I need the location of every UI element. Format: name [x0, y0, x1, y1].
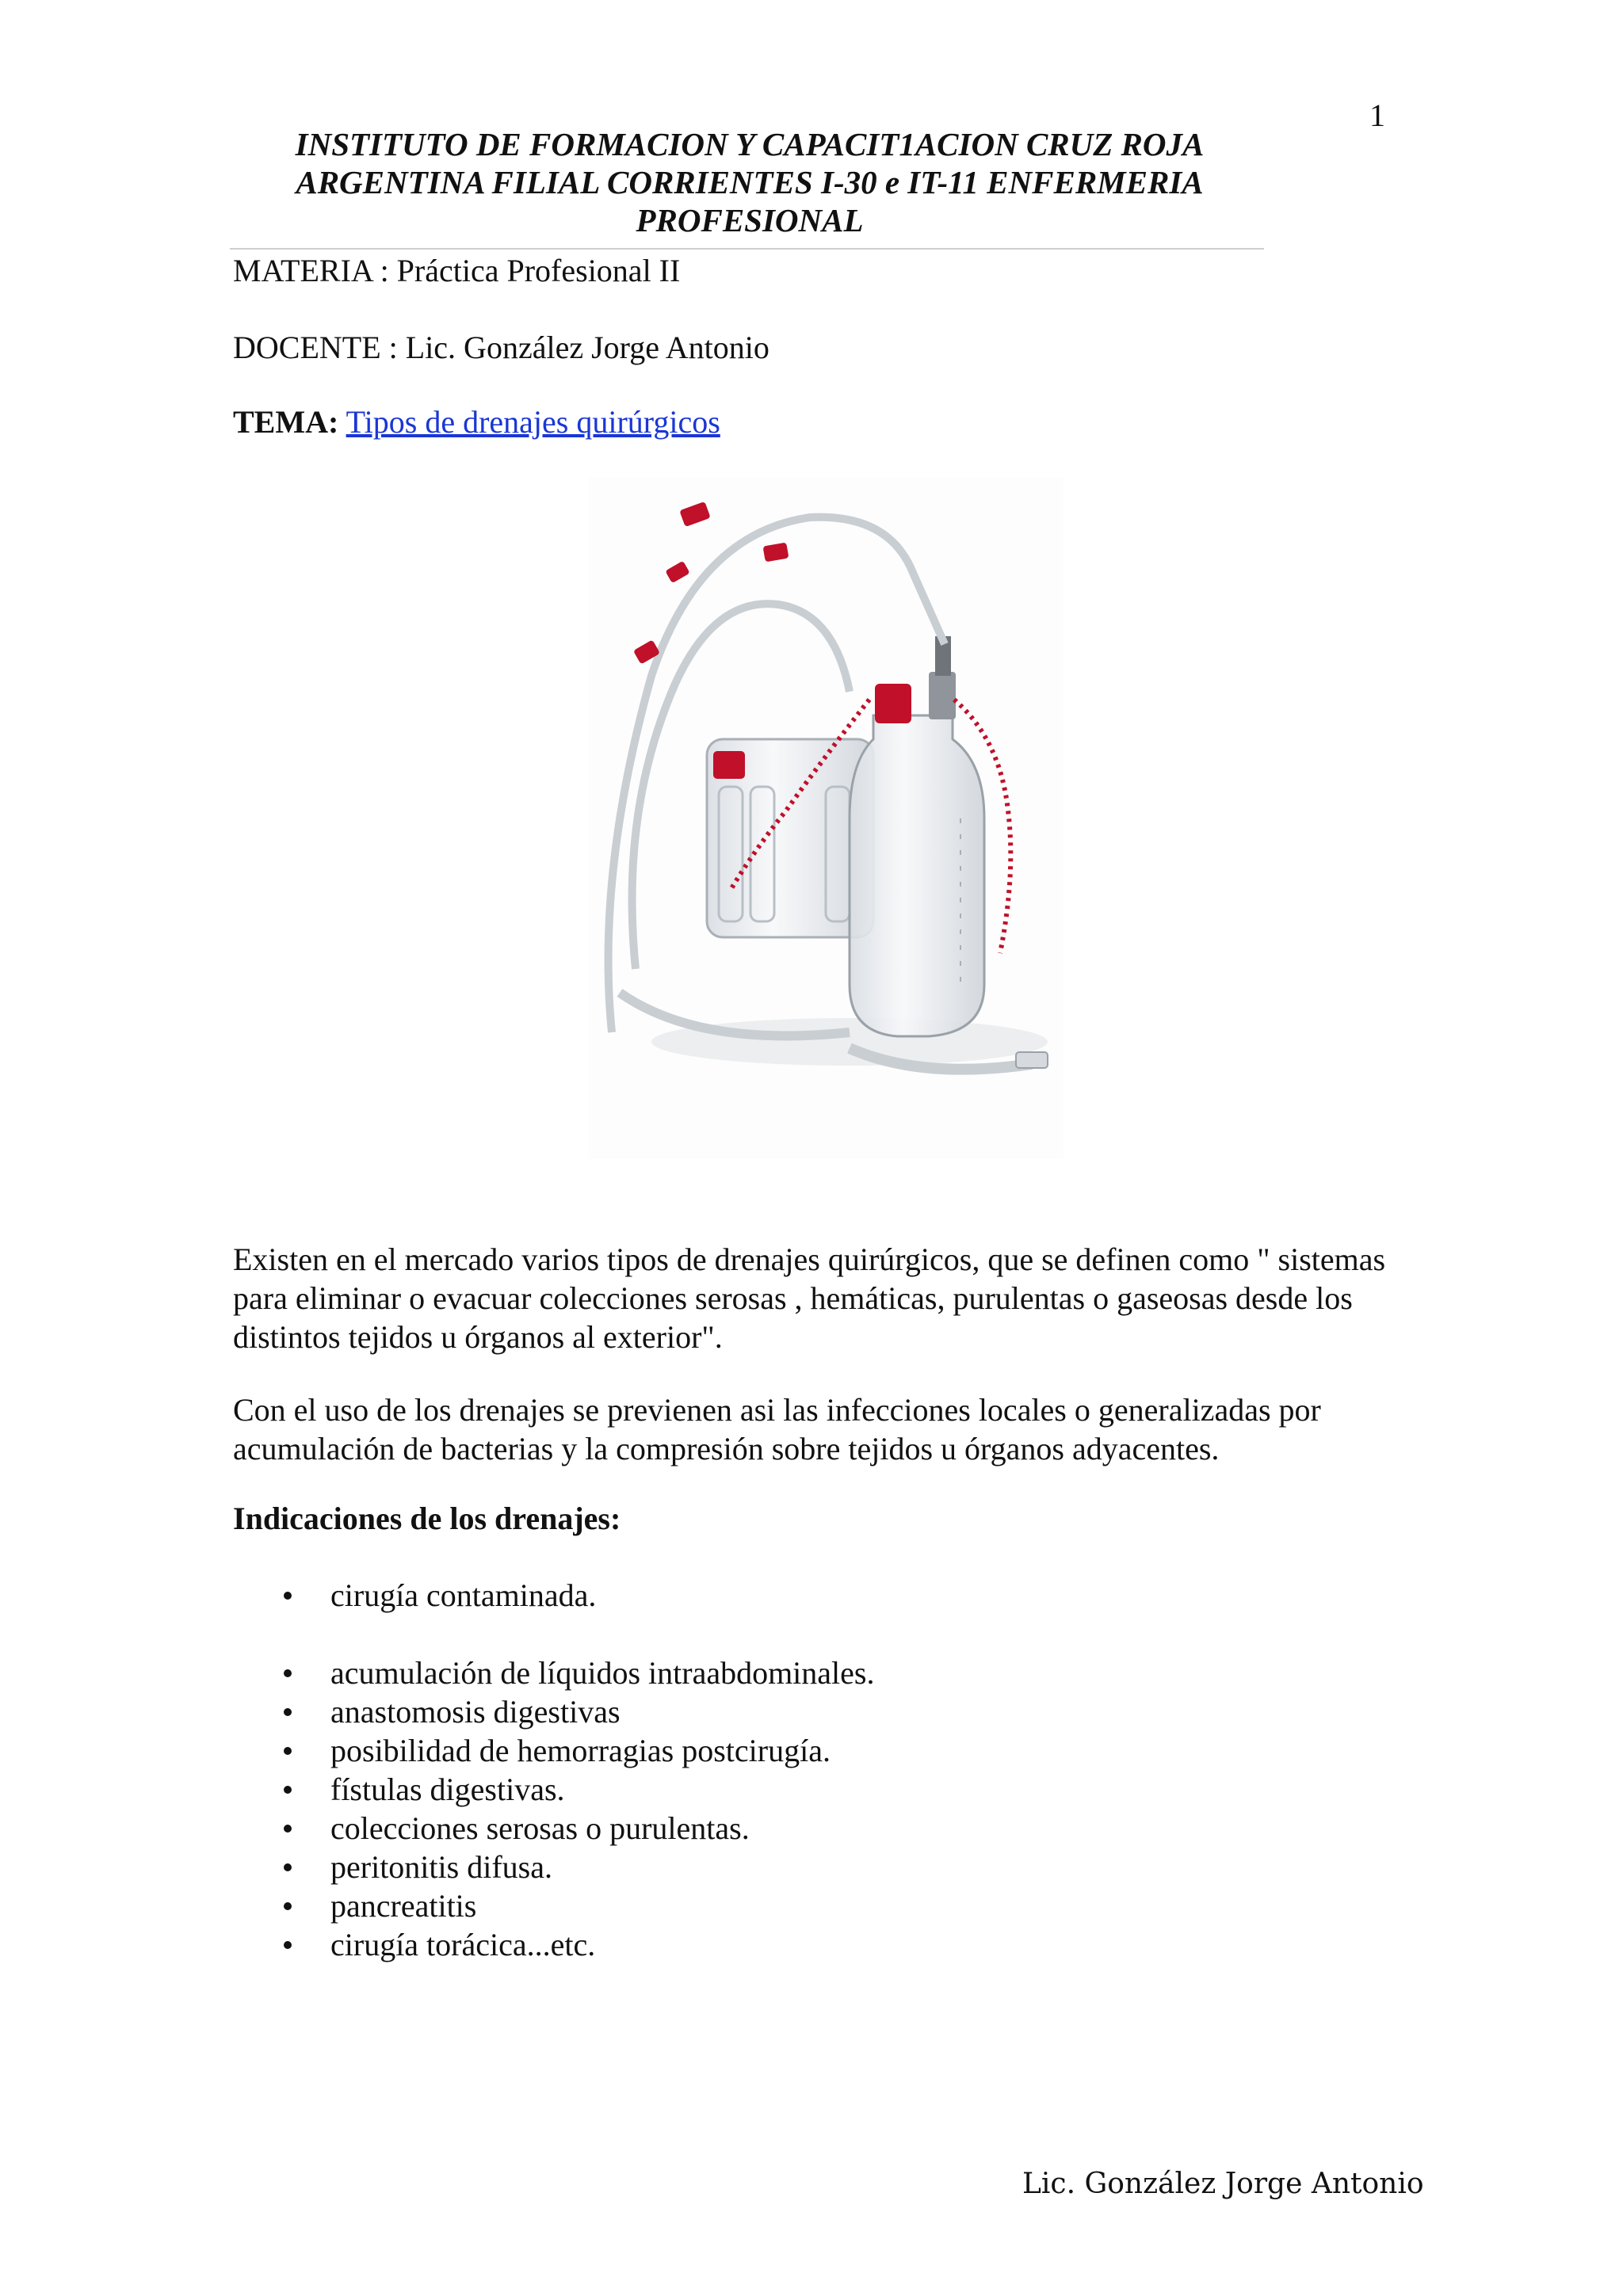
- tema-label: TEMA:: [233, 404, 339, 440]
- header-line-2: ARGENTINA FILIAL CORRIENTES I-30 e IT-11 ENFERMERIA: [296, 164, 1204, 200]
- header-line-1: INSTITUTO DE FORMACION Y CAPACIT1ACION CRUZ ROJA: [295, 126, 1205, 162]
- indicaciones-heading: Indicaciones de los drenajes:: [233, 1501, 621, 1536]
- tema-line: [233, 403, 720, 441]
- tema-link[interactable]: Tipos de drenajes quirúrgicos: [346, 404, 720, 440]
- header-divider: [230, 248, 1264, 250]
- bullet-icon: [284, 1669, 292, 1677]
- bullet-icon: [284, 1902, 292, 1910]
- institution-header: [235, 125, 1265, 239]
- page-footer: Lic. González Jorge Antonio: [1022, 2168, 1424, 2200]
- header-line-3: PROFESIONAL: [636, 202, 864, 238]
- bullet-icon: [284, 1592, 292, 1600]
- paragraph-2: Con el uso de los drenajes se previenen asi las infecciones locales o generalizadas por acumulación de bacterias y la compresión sobre tejidos u órganos adyacentes.: [233, 1392, 1321, 1466]
- bullet-icon: [284, 1708, 292, 1716]
- bullet-icon: [284, 1941, 292, 1949]
- materia-line: MATERIA : Práctica Profesional II: [233, 253, 681, 288]
- definition-paragraph: [233, 1240, 1398, 1356]
- page-number: 1: [1369, 97, 1385, 133]
- docente-line: DOCENTE : Lic. González Jorge Antonio: [233, 330, 769, 365]
- bullet-icon: [284, 1747, 292, 1755]
- paragraph-1: Existen en el mercado varios tipos de drenajes quirúrgicos, que se definen como " sistemas para eliminar o evacuar colecciones serosas , hemáticas, purulentas o gaseosas desde los distintos tejidos u órganos al exterior".: [233, 1241, 1386, 1355]
- drainage-system-image: [588, 478, 1064, 1159]
- prevention-paragraph: [233, 1390, 1398, 1468]
- bullet-icon: [284, 1786, 292, 1794]
- bullet-icon: [284, 1863, 292, 1871]
- bullet-icon: [284, 1825, 292, 1833]
